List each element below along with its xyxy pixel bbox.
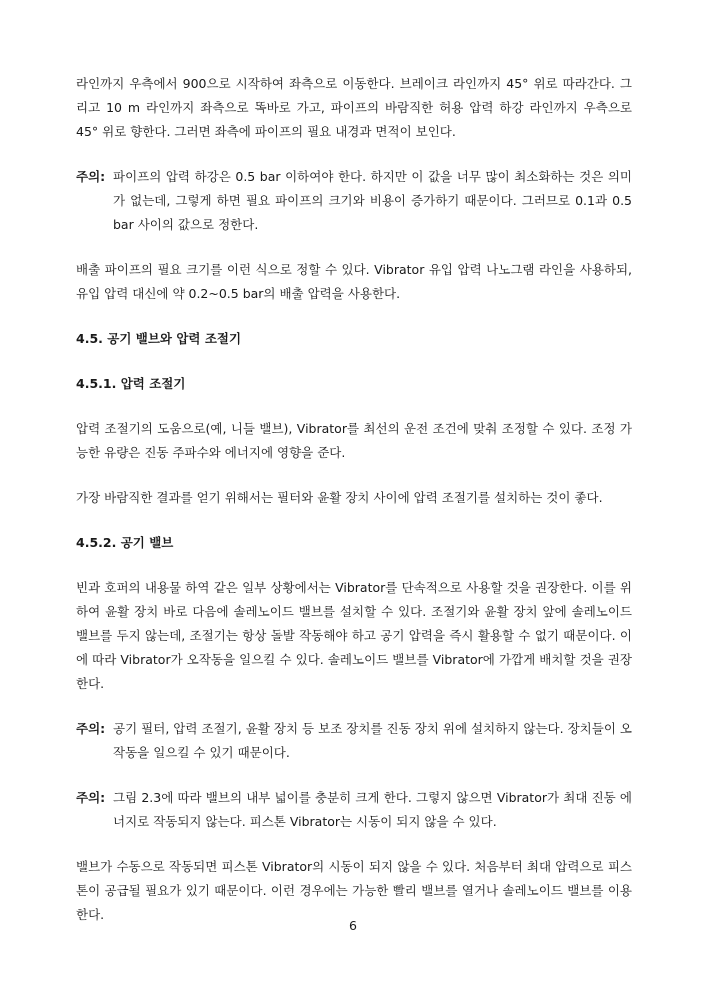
note-text: 파이프의 압력 하강은 0.5 bar 이하여야 한다. 하지만 이 값을 너무 많이 최소화하는 것은 의미가 없는데, 그렇게 하면 필요 파이프의 크기와 비용이 증가하기 때문이다. 그러므로 0.1과 0.5 bar 사이의 값으로 정한다. (113, 169, 632, 232)
paragraph-pipe-nomogram: 라인까지 우측에서 900으로 시작하여 좌측으로 이동한다. 브레이크 라인까지 45° 위로 따라간다. 그리고 10 m 라인까지 좌측으로 똑바로 가고, 파이프의 바람직한 허용 압력 하강 라인까지 우측으로 45° 위로 향한다. 그러면 좌측에 파이프의 필요 내경과 면적이 보인다. (76, 76, 632, 139)
note-label: 주의: (76, 721, 106, 736)
heading-4-5-1: 4.5.1. 압력 조절기 (76, 376, 186, 391)
note-text: 그림 2.3에 따라 밸브의 내부 넓이를 충분히 크게 한다. 그렇지 않으면 Vibrator가 최대 진동 에너지로 작동되지 않는다. 피스톤 Vibrator는 시동이 되지 않을 수 있다. (113, 790, 632, 829)
note-text: 공기 필터, 압력 조절기, 윤활 장치 등 보조 장치를 진동 장치 위에 설치하지 않는다. 장치들이 오작동을 일으킬 수 있기 때문이다. (113, 721, 632, 760)
note-label: 주의: (76, 169, 106, 184)
note-label: 주의: (76, 790, 106, 805)
paragraph-exhaust-pipe: 배출 파이프의 필요 크기를 이런 식으로 정할 수 있다. Vibrator 유입 압력 나노그램 라인을 사용하되, 유입 압력 대신에 약 0.2~0.5 bar의 배출 압력을 사용한다. (76, 262, 632, 301)
paragraph-manual-valve: 밸브가 수동으로 작동되면 피스톤 Vibrator의 시동이 되지 않을 수 있다. 처음부터 최대 압력으로 피스톤이 공급될 필요가 있기 때문이다. 이런 경우에는 가능한 빨리 밸브를 열거나 솔레노이드 밸브를 이용한다. (76, 859, 632, 922)
note-pressure-drop (76, 165, 632, 237)
paragraph-regulator-placement: 가장 바람직한 결과를 얻기 위해서는 필터와 윤활 장치 사이에 압력 조절기를 설치하는 것이 좋다. (76, 490, 603, 505)
paragraph-regulator: 압력 조절기의 도움으로(예, 니들 밸브), Vibrator를 최선의 운전 조건에 맞춰 조정할 수 있다. 조정 가능한 유량은 진동 주파수와 에너지에 영향을 준다. (76, 421, 632, 460)
document-body (76, 72, 632, 927)
heading-4-5: 4.5. 공기 밸브와 압력 조절기 (76, 331, 242, 346)
heading-4-5-2: 4.5.2. 공기 밸브 (76, 535, 174, 550)
paragraph-air-valve: 빈과 호퍼의 내용물 하역 같은 일부 상황에서는 Vibrator를 단속적으로 사용할 것을 권장한다. 이를 위하여 윤활 장치 바로 다음에 솔레노이드 밸브를 설치할 수 있다. 조절기와 윤활 장치 앞에 솔레노이드 밸브를 두지 않는데, 조절기는 항상 돌발 작동해야 하고 공기 압력을 즉시 활용할 수 없기 때문이다. 이에 따라 Vibrator가 오작동을 일으킬 수 있다. 솔레노이드 밸브를 Vibrator에 가깝게 배치할 것을 권장한다. (76, 580, 632, 691)
note-valve-width (76, 786, 632, 834)
page-number: 6 (349, 918, 357, 933)
note-auxiliary-devices (76, 717, 632, 765)
